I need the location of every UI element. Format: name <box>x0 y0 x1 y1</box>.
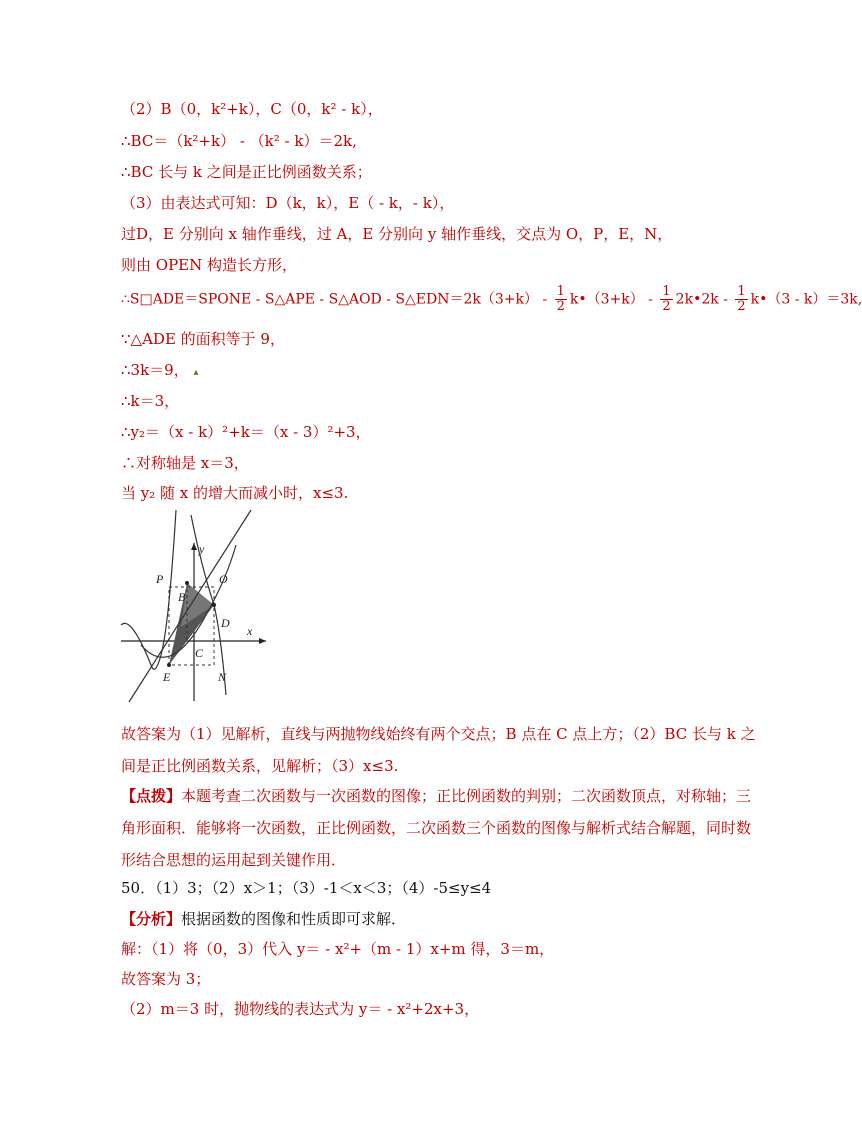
area-formula-part3: k•（3 - k）＝3k, <box>750 291 862 308</box>
area-formula-prefix: ∴S□ADE＝SPONE - S△APE - S△AOD - S△EDN＝2k（3+k） - <box>121 291 552 308</box>
label-p: P <box>156 572 164 586</box>
label-o: O <box>219 572 228 586</box>
label-e: E <box>163 670 171 684</box>
comment-text: 本题考查二次函数与一次函数的图像；正比例函数的判别；二次函数顶点，对称轴；三角形面积．能够将一次函数，正比例函数，二次函数三个函数的图像与解析式结合解题，同时数形结合思想的运用起到关键作用． <box>121 787 752 869</box>
text-line-3: ∴BC 长与 k 之间是正比例函数关系； <box>121 163 372 181</box>
fraction-half-1: $\frac{1}{2}$ <box>556 284 565 314</box>
text-line-6: 则由 OPEN 构造长方形， <box>121 256 298 274</box>
solution-line-2: 故答案为 3； <box>121 970 211 988</box>
label-d: D <box>221 616 230 630</box>
label-b: B <box>178 590 186 604</box>
text-line-8: ∴3k＝9， ▴ <box>121 361 199 379</box>
text-line-11: ∴对称轴是 x＝3， <box>121 454 249 472</box>
text-line-9: ∴k＝3， <box>121 392 180 410</box>
solution-line-1: 解：（1）将（0，3）代入 y＝ - x²+（m - 1）x+m 得，3＝m， <box>121 940 555 958</box>
area-formula-part1: k•（3+k） - <box>569 291 658 308</box>
answer-paragraph: 故答案为（1）见解析，直线与两抛物线始终有两个交点；B 点在 C 点上方；（2）BC 长与 k 之间是正比例函数关系，见解析；（3）x≤3. <box>121 725 756 775</box>
label-x: x <box>247 624 253 638</box>
text-line-1: （2）B（0，k²+k），C（0，k² - k）， <box>121 100 383 118</box>
mark-dot: ▴ <box>193 367 199 378</box>
comment-paragraph <box>121 780 760 876</box>
comment-tag: 【点拨】 <box>121 787 182 805</box>
label-n: N <box>218 670 227 684</box>
analysis-line <box>121 908 760 929</box>
label-c: C <box>195 646 204 660</box>
analysis-tag: 【分析】 <box>121 910 182 928</box>
text-line-4: （3）由表达式可知：D（k，k），E（ - k，- k）， <box>121 194 455 212</box>
function-graph-figure <box>121 505 271 703</box>
fraction-half-3: $\frac{1}{2}$ <box>737 284 746 314</box>
analysis-text: 根据函数的图像和性质即可求解． <box>181 910 407 928</box>
label-y: y <box>199 542 205 556</box>
solution-line-3: （2）m＝3 时，抛物线的表达式为 y＝ - x²+2x+3， <box>121 1000 480 1018</box>
text-line-10: ∴y₂＝（x - k）²+k＝（x - 3）²+3， <box>121 423 371 441</box>
text-line-7: ∵△ADE 的面积等于 9， <box>121 330 285 348</box>
area-formula-part2: 2k•2k - <box>675 291 733 308</box>
text-line-12: 当 y₂ 随 x 的增大而减小时，x≤3. <box>121 484 349 502</box>
text-line-2: ∴BC＝（k²+k） - （k² - k）＝2k, <box>121 132 357 150</box>
question-50-line: 50．（1）3；（2）x＞1；（3）-1＜x＜3；（4）-5≤y≤4 <box>121 879 492 897</box>
text-line-5: 过D，E 分别向 x 轴作垂线，过 A，E 分别向 y 轴作垂线，交点为 O，P，E，N， <box>121 225 673 243</box>
fraction-half-2: $\frac{1}{2}$ <box>662 284 671 314</box>
area-formula-line <box>121 284 862 314</box>
